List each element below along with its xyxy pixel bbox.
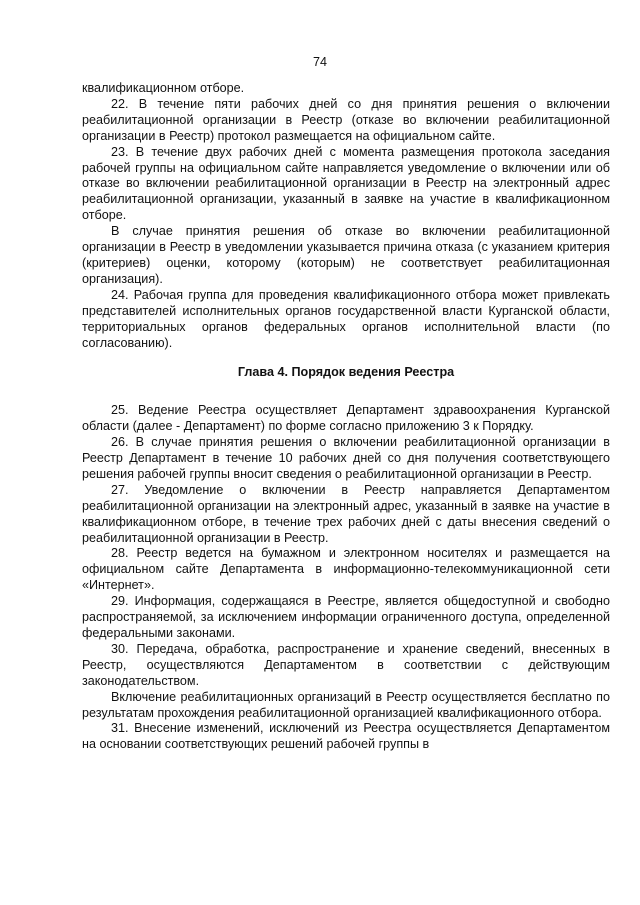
page-number: 74 [312, 55, 327, 69]
paragraph-continuation: квалификационном отборе. [82, 81, 245, 95]
paragraph-27: 27. Уведомление о включении в Реестр направляется Департаментом реабилитационной организации на электронный адрес, указанный в заявке на участие в квалификационном отборе, в течение трех рабочих дней с даты внесения сведений о реабилитационной организации в Реестр. [82, 482, 610, 545]
chapter-heading: Глава 4. Порядок ведения Реестра [237, 365, 455, 380]
document-body [82, 81, 610, 753]
paragraph-23-refusal: В случае принятия решения об отказе во включении реабилитационной организации в Реестр в уведомлении указывается причина отказа (с указанием критерия (критериев) оценки, которому (которым) не соответствует реабилитационная организация). [82, 224, 610, 286]
paragraph-30: 30. Передача, обработка, распространение и хранение сведений, внесенных в Реестр, осуществляются Департаментом в соответствии с действующим законодательством. [82, 641, 610, 688]
paragraph-24: 24. Рабочая группа для проведения квалификационного отбора может привлекать представителей исполнительных органов государственной власти Курганской области, территориальных органов федеральных органов исполнительной власти (по согласованию). [82, 287, 610, 350]
paragraph-30-free-inclusion: Включение реабилитационных организаций в Реестр осуществляется бесплатно по результатам прохождения реабилитационной организацией квалификационного отбора. [82, 689, 610, 720]
paragraph-28: 28. Реестр ведется на бумажном и электронном носителях и размещается на официальном сайте Департамента в информационно-телекоммуникационной сети «Интернет». [82, 546, 610, 593]
paragraph-22: 22. В течение пяти рабочих дней со дня принятия решения о включении реабилитационной организации в Реестр (отказе во включении реабилитационной организации в Реестр) протокол размещается на официальном сайте. [82, 96, 610, 143]
paragraph-29: 29. Информация, содержащаяся в Реестре, является общедоступной и свободно распространяемой, за исключением информации ограниченного доступа, определенной федеральными законами. [82, 594, 610, 640]
paragraph-25: 25. Ведение Реестра осуществляет Департамент здравоохранения Курганской области (далее - Департамент) по форме согласно приложению 3 к Порядку. [82, 403, 610, 434]
paragraph-31: 31. Внесение изменений, исключений из Реестра осуществляется Департаментом на основании соответствующих решений рабочей группы в [82, 721, 610, 752]
paragraph-26: 26. В случае принятия решения о включении реабилитационной организации в Реестр Департамент в течение 10 рабочих дней со дня получения соответствующего решения рабочей группы вносит сведения о реабилитационной организации в Реестр. [82, 435, 610, 481]
paragraph-23: 23. В течение двух рабочих дней с момента размещения протокола заседания рабочей группы на официальном сайте направляется уведомление о включении или об отказе во включении реабилитационной организации в Реестр на электронный адрес реабилитационной организации, указанный в заявке на участие в квалификационном отборе. [82, 144, 610, 223]
